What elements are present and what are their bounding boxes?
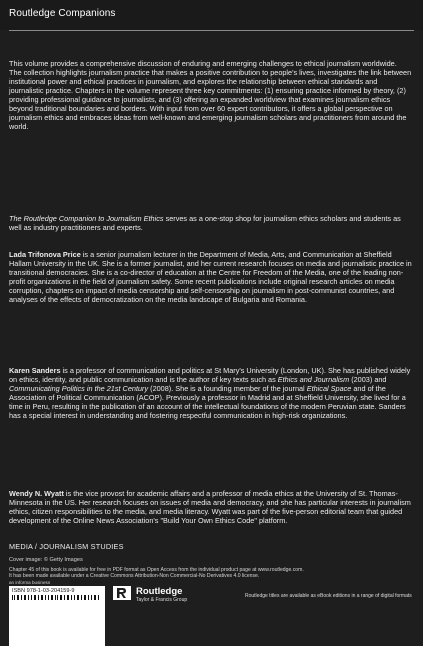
legal-notice [9,567,414,580]
bio-text-wyatt: is the vice provost for academic affairs and a professor of media ethics at the University of St. Thomas-Minnesota in the US. Her research focuses on issues of media and democracy, and she has particular interests in journalism ethics, citizen responsibilities to the media, and media literacy. Wyatt was part of the five-person editorial team that guided development of the Online News Association's "Build Your Own Ethics Code" platform. [9,489,411,525]
bio-text-sanders-1: is a professor of communication and politics at St Mary's University (London, UK). She has published widely on ethics, identity, and public communication and is the author of key texts such as [9,366,411,384]
cover-credit: Cover image: © Getty Images [9,557,83,563]
bio-name-sanders: Karen Sanders [9,366,61,375]
companion-paragraph [9,215,413,233]
bio-text-sanders-3: (2008). She is a founding member of the journal [148,383,307,393]
bio-price [9,251,413,305]
isbn-text: ISBN 978-1-03-204159-9 [12,588,75,594]
ebook-note: Routledge titles are available as eBook editions in a range of digital formats [245,593,412,599]
barcode-bars [12,595,100,600]
subject-category: MEDIA / JOURNALISM STUDIES [9,542,124,551]
bio-wyatt [9,490,413,526]
journal-title-ethical-space: Ethical Space [306,383,352,393]
routledge-logo-icon [113,586,131,600]
informa-label: an informa business [9,580,51,585]
legal-line-1: Chapter 45 of this book is available for free in PDF format as Open Access from the individual product page at www.routledge.com. [9,567,304,573]
intro-paragraph-2: The collection highlights journalism practice that makes a positive contribution to people's lives, investigates the link between institutional power and ethical practices in journalism, and explores the relationship between ethical standards and journalistic practice. Chapters in the volume represent three key commitments: (1) ensuring practice informed by theory, (2) providing professional guidance to journalists, and (3) offering an expanded worldview that examines journalism ethics beyond traditional boundaries and borders. With input from over 60 expert contributors, it offers a global perspective on journalism ethics and embraces ideas from well-known and emerging journalism scholars and practitioners from around the world. [9,67,412,131]
bio-sanders [9,367,413,421]
header-rule [9,30,414,31]
publisher-name: Routledge [136,586,183,597]
intro-paragraph-1: This volume provides a comprehensive discussion of enduring and emerging challenges to ethical journalism worldwide. [9,59,397,68]
bio-text-sanders-4: and of the Association of Political Communication (ACOP). Previously a professor in Madrid and at Sheffield University, she lived for a time in Peru, resulting in the publication of an account of the intellectual foundations of the modern Peruvian state. Sanders has a special interest in understanding and fostering respectful communication in high-risk organizations. [9,383,406,420]
top-bar [0,0,423,30]
book-title-communicating-politics: Communicating Politics in the 21st Century [9,383,149,393]
bio-name-price: Lada Trifonova Price [9,250,81,259]
book-title: The Routledge Companion to Journalism Ethics [9,214,164,223]
intro-section [9,60,413,132]
bio-name-wyatt: Wendy N. Wyatt [9,489,64,498]
legal-line-2: It has been made available under a Creative Commons Attribution-Non Commercial-No Derivatives 4.0 license. [9,573,260,580]
bio-text-price: is a senior journalism lecturer in the Department of Media, Arts, and Communication at Sheffield Hallam University in the UK. She is a former journalist, and her current research focuses on media and journalistic practice in transitional democracies. She is a co-director of education at the Centre for Freedom of the Media, one of the leading non-profit organizations in the field of journalism safety. Some recent publications include original research articles on media corruption, chapters on impact of media censorship and self-censorship on journalism in post-communist countries, and analyses of the effects of democratization on the media landscape of Bulgaria and Romania. [9,250,412,304]
companion-text: serves as a one-stop shop for journalism ethics scholars and students as well as industry practitioners and experts. [9,214,401,232]
book-title-ethics-journalism: Ethics and Journalism [277,374,350,384]
bio-text-sanders-2: (2003) and [349,374,387,384]
series-label: Routledge Companions [9,8,116,19]
publisher-group: Taylor & Francis Group [136,597,188,603]
